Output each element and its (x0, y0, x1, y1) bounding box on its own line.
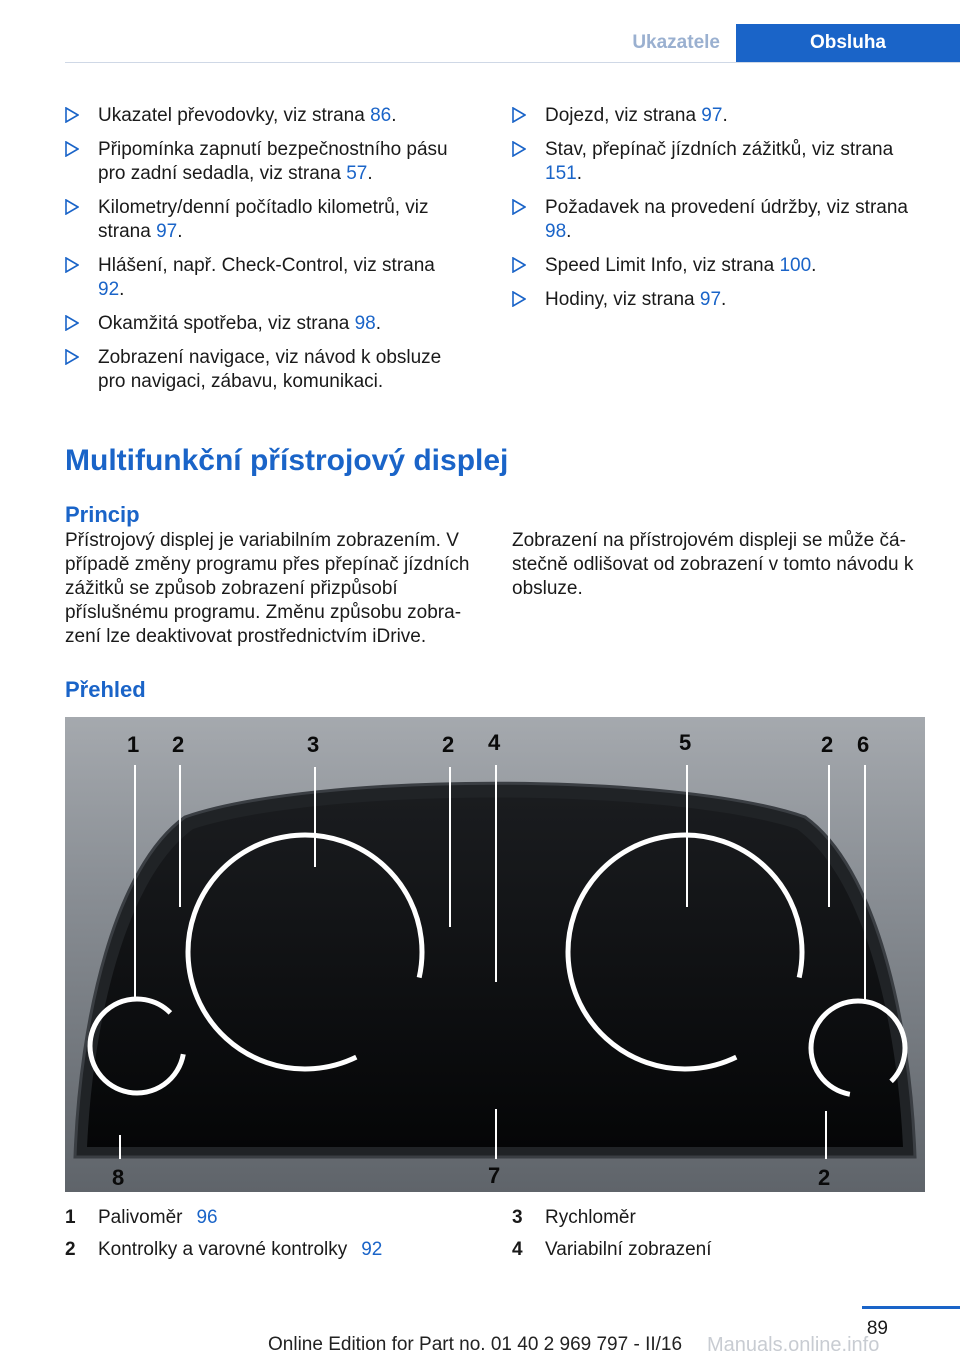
legend-item (65, 1238, 382, 1262)
bullet-triangle-icon (65, 349, 79, 365)
list-item-end: . (721, 289, 727, 310)
list-item-end: . (177, 221, 183, 242)
callout-label-1: 1 (127, 732, 140, 757)
list-item (65, 346, 465, 394)
list-item (65, 254, 465, 302)
list-item-end: . (119, 279, 125, 300)
legend-text: Palivoměr (98, 1207, 183, 1228)
list-item-end: . (375, 313, 382, 334)
legend-num: 2 (65, 1239, 76, 1260)
list-item-end: . (722, 105, 728, 126)
page-number: 89 (866, 1318, 888, 1339)
legend-item (65, 1206, 382, 1230)
list-item (65, 196, 465, 244)
list-item-text: Kilometry/denní počítadlo kilometrů, viz strana (98, 197, 429, 242)
legend-text: Kontrolky a varovné kontrolky (98, 1239, 348, 1260)
bullet-list-left (65, 104, 465, 394)
list-left-column (65, 104, 465, 404)
watermark: Manuals.online.info (707, 1334, 880, 1356)
list-item-text: Speed Limit Info, viz strana (545, 255, 780, 276)
page-link[interactable]: 98 (354, 313, 376, 334)
list-item-text: Ukazatel převodovky, viz strana (98, 105, 371, 126)
callout-label-2a: 2 (172, 732, 185, 757)
list-item-text: Okamžitá spotřeba, viz strana (98, 313, 355, 334)
list-item-end: . (566, 221, 572, 242)
footer-accent-rule (862, 1306, 960, 1309)
list-item-text: Dojezd, viz strana (545, 105, 702, 126)
list-item-text: Požadavek na provedení údržby, viz strana (545, 197, 908, 218)
list-item (512, 288, 912, 312)
list-item (65, 138, 465, 186)
callout-label-5: 5 (679, 730, 692, 755)
section-title: Multifunkční přístrojový displej (65, 444, 509, 477)
page-link[interactable]: 97 (701, 105, 723, 126)
page-link[interactable]: 97 (156, 221, 178, 242)
callout-label-6: 6 (857, 732, 870, 757)
list-item (65, 104, 465, 128)
list-item-text: Hlášení, např. Check-Control, viz strana (98, 255, 435, 276)
page-link[interactable]: 92 (98, 279, 120, 300)
tab-obsluha[interactable]: Obsluha (736, 24, 960, 62)
bullet-triangle-icon (65, 141, 79, 157)
callout-label-7: 7 (488, 1163, 501, 1188)
list-item (512, 254, 912, 278)
legend-num: 1 (65, 1207, 76, 1228)
page-link[interactable]: 98 (545, 221, 567, 242)
subtitle-prehled: Přehled (65, 677, 146, 702)
subtitle-princip: Princip (65, 502, 140, 527)
legend-right (512, 1206, 712, 1270)
bullet-triangle-icon (512, 257, 526, 273)
list-item-text: Stav, přepínač jízdních zážitků, viz strana (545, 139, 894, 160)
legend-page-link[interactable]: 96 (196, 1207, 218, 1228)
list-item-text: Zobrazení navigace, viz návod k obsluze pro navigaci, zábavu, komunikaci. (98, 347, 442, 392)
legend-page-link[interactable]: 92 (361, 1239, 383, 1260)
bullet-triangle-icon (512, 107, 526, 123)
list-item (512, 104, 912, 128)
legend-text: Rychloměr (545, 1207, 636, 1228)
page-link[interactable]: 100 (779, 255, 812, 276)
callout-label-4: 4 (488, 730, 501, 755)
header-divider (65, 62, 960, 63)
callout-label-3: 3 (307, 732, 320, 757)
legend-text: Variabilní zobrazení (545, 1239, 712, 1260)
page-link[interactable]: 97 (699, 289, 722, 310)
page-link[interactable]: 57 (346, 163, 368, 184)
list-item-end: . (391, 105, 397, 126)
bullet-triangle-icon (65, 257, 79, 273)
list-item-text: Připomínka zapnutí bezpečnostního pásu pro zadní sedadla, viz strana (98, 139, 448, 184)
legend-item (512, 1206, 712, 1230)
bullet-triangle-icon (65, 107, 79, 123)
page-link[interactable]: 151 (545, 163, 577, 184)
bullet-list-right (512, 104, 912, 312)
list-item (512, 196, 912, 244)
paragraph-left: Přístrojový displej je variabilním zobrazením. V případě změny programu přes přepínač jízdních zážitků se způsob zobrazení přizpůsobí příslušnému programu. Změnu způsobu zobrazení lze deaktivovat prostřednictvím iDrive. (65, 530, 470, 647)
list-item (65, 312, 465, 336)
list-item-end: . (576, 163, 582, 184)
legend-left (65, 1206, 382, 1270)
bullet-triangle-icon (512, 141, 526, 157)
callout-label-8: 8 (112, 1165, 125, 1190)
header-tabs (616, 24, 960, 62)
bullet-triangle-icon (65, 315, 79, 331)
list-item (512, 138, 912, 186)
edition-footer: Online Edition for Part no. 01 40 2 969 797 - II/16 (268, 1334, 683, 1355)
list-item-end: . (367, 163, 373, 184)
list-item-text: Hodiny, viz strana (545, 289, 700, 310)
legend-item (512, 1238, 712, 1262)
callout-label-2d: 2 (818, 1165, 831, 1190)
paragraph-right: Zobrazení na přístrojovém displeji se může částečně odlišovat od zobrazení v tomto návodu k obsluze. (512, 530, 914, 599)
legend-num: 4 (512, 1239, 523, 1260)
list-right-column (512, 104, 912, 322)
tab-ukazatele[interactable]: Ukazatele (632, 32, 720, 53)
legend-num: 3 (512, 1207, 523, 1228)
bullet-triangle-icon (512, 199, 526, 215)
instrument-cluster-figure (65, 717, 925, 1192)
page-link[interactable]: 86 (370, 105, 392, 126)
list-item-end: . (811, 255, 817, 276)
bullet-triangle-icon (512, 291, 526, 307)
callout-label-2b: 2 (442, 732, 455, 757)
bullet-triangle-icon (65, 199, 79, 215)
callout-label-2c: 2 (821, 732, 834, 757)
